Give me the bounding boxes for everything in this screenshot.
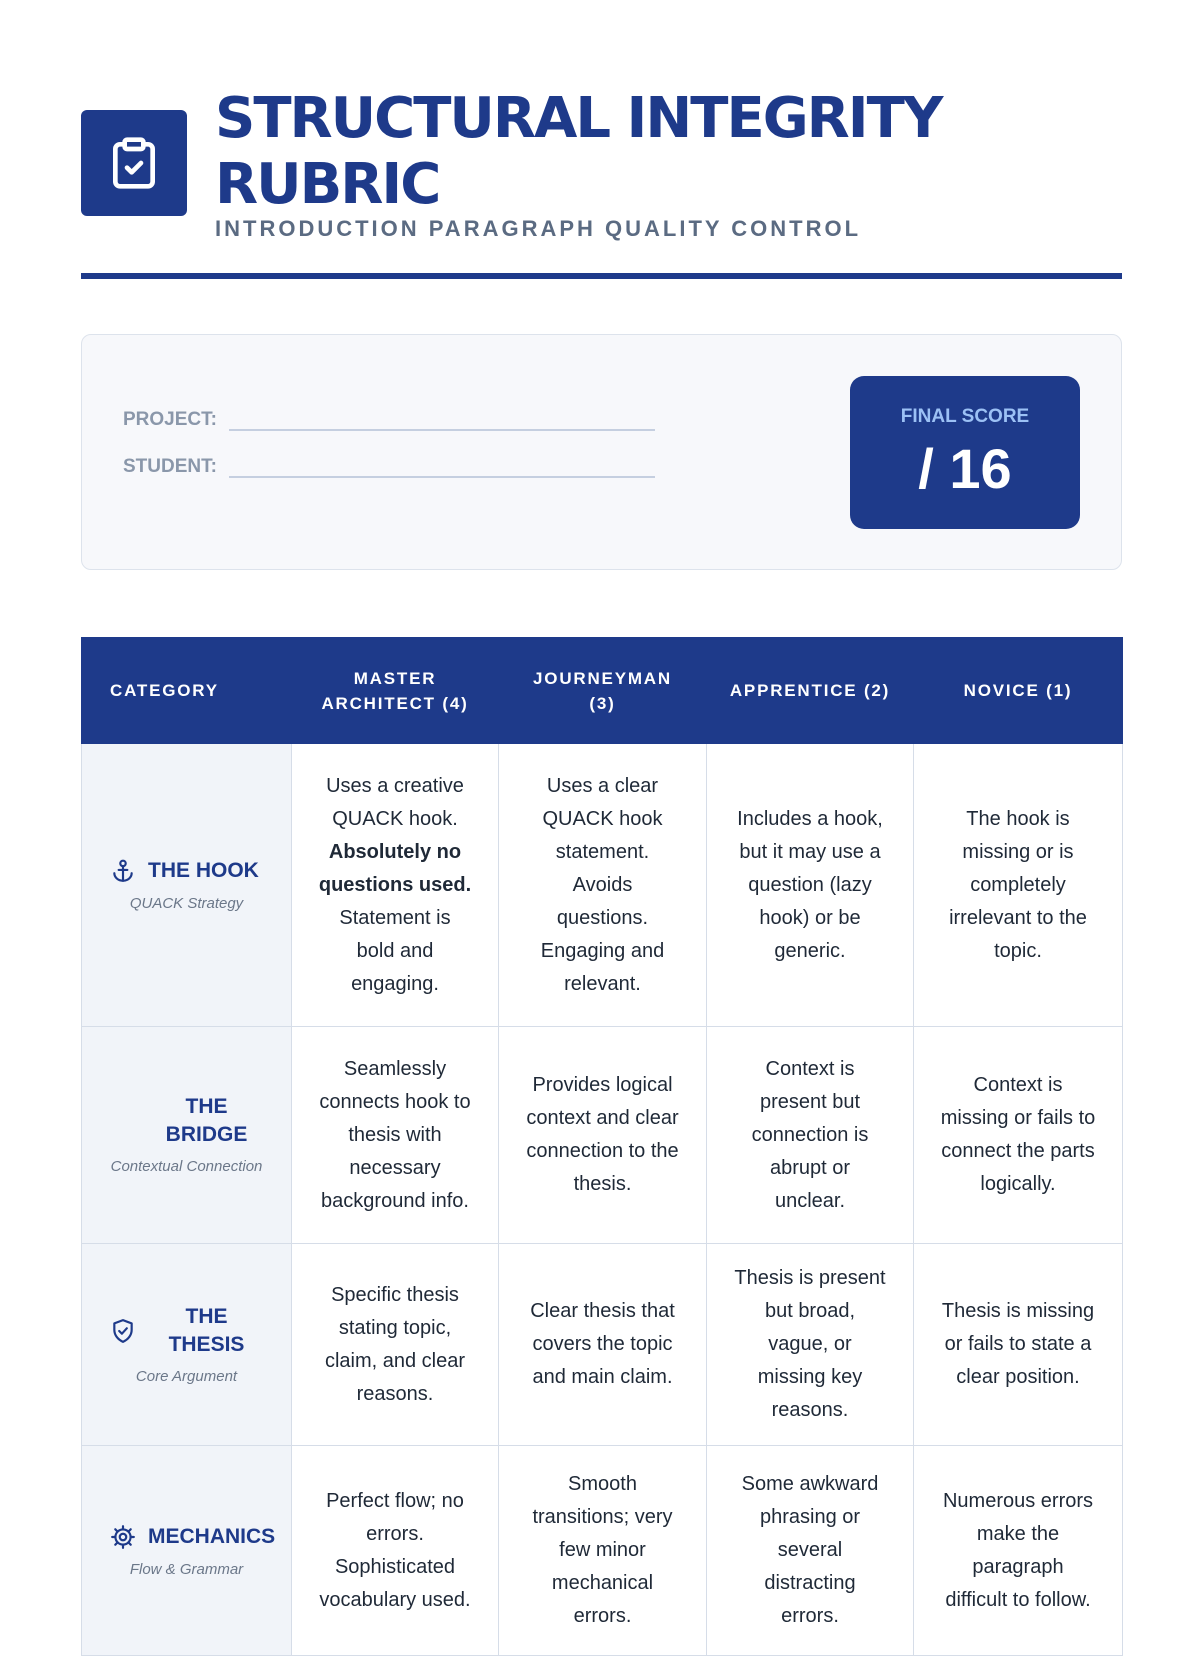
rubric-table [81,637,1123,1656]
master-text: Uses a creative QUACK hook. [326,774,464,830]
project-label: PROJECT: [123,409,217,430]
final-score-label: FINAL SCORE [900,406,1030,427]
bridge-icon [108,1106,138,1136]
title-line-2: RUBRIC [215,152,440,217]
apprentice-cell: Includes a hook, but it may use a question (lazy hook) or be generic. [707,744,914,1027]
header-master: MASTER ARCHITECT (4) [292,638,499,744]
header-divider [81,273,1122,279]
shield-check-icon [108,1316,138,1346]
final-score-value: / 16 [918,437,1012,500]
category-cell [82,744,292,1027]
header [81,86,1122,280]
title-line-1: STRUCTURAL INTEGRITY [215,86,942,151]
novice-cell: Thesis is missing or fails to state a clear position. [914,1244,1123,1446]
apprentice-cell: Some awkward phrasing or several distracting errors. [707,1446,914,1656]
project-input-line[interactable] [229,407,655,431]
category-cell [82,1244,292,1446]
category-subtitle: QUACK Strategy [129,895,244,912]
apprentice-cell: Context is present but connection is abrupt or unclear. [707,1027,914,1244]
category-name: MECHANICS [148,1524,276,1548]
journeyman-cell: Clear thesis that covers the topic and main claim. [499,1244,707,1446]
header-novice: NOVICE (1) [914,638,1123,744]
journeyman-cell: Uses a clear QUACK hook statement. Avoids questions. Engaging and relevant. [499,744,707,1027]
category-subtitle: Core Argument [135,1367,238,1385]
master-cell: Perfect flow; no errors. Sophisticated vocabulary used. [292,1446,499,1656]
journeyman-cell: Provides logical context and clear connection to the thesis. [499,1027,707,1244]
page-title [215,86,941,218]
category-name: THE BRIDGE [165,1095,248,1146]
table-row [82,1027,1123,1244]
anchor-icon [108,856,138,886]
project-field [123,407,655,431]
journeyman-cell: Smooth transitions; very few minor mechanical errors. [499,1446,707,1656]
info-card [81,334,1122,570]
table-row [82,1446,1123,1656]
category-name: THE THESIS [168,1304,245,1356]
master-emphasis: Absolutely no questions used. [318,840,472,896]
table-row [82,744,1123,1027]
logo [81,110,187,216]
final-score-box [850,376,1080,529]
gear-icon [108,1522,138,1552]
master-cell: Seamlessly connects hook to thesis with necessary background info. [292,1027,499,1244]
student-label: STUDENT: [123,456,217,477]
student-field [123,454,655,478]
header-journeyman: JOURNEYMAN (3) [499,638,707,744]
novice-cell: Numerous errors make the paragraph difficult to follow. [914,1446,1123,1656]
novice-cell: The hook is missing or is completely irrelevant to the topic. [914,744,1123,1027]
apprentice-cell: Thesis is present but broad, vague, or missing key reasons. [707,1244,914,1446]
category-name: THE HOOK [148,859,259,882]
master-text-end: Statement is bold and engaging. [339,906,451,995]
category-cell [82,1446,292,1656]
table-row [82,1244,1123,1446]
header-apprentice: APPRENTICE (2) [707,638,914,744]
page-subtitle: INTRODUCTION PARAGRAPH QUALITY CONTROL [215,216,862,241]
category-subtitle: Contextual Connection [110,1158,263,1175]
student-input-line[interactable] [229,454,655,478]
novice-cell: Context is missing or fails to connect the parts logically. [914,1027,1123,1244]
category-subtitle: Flow & Grammar [129,1560,244,1578]
clipboard-check-icon [106,131,162,195]
master-cell [292,744,499,1027]
master-cell: Specific thesis stating topic, claim, and clear reasons. [292,1244,499,1446]
header-category: CATEGORY [82,638,292,744]
table-header-row [82,638,1123,744]
category-cell [82,1027,292,1244]
